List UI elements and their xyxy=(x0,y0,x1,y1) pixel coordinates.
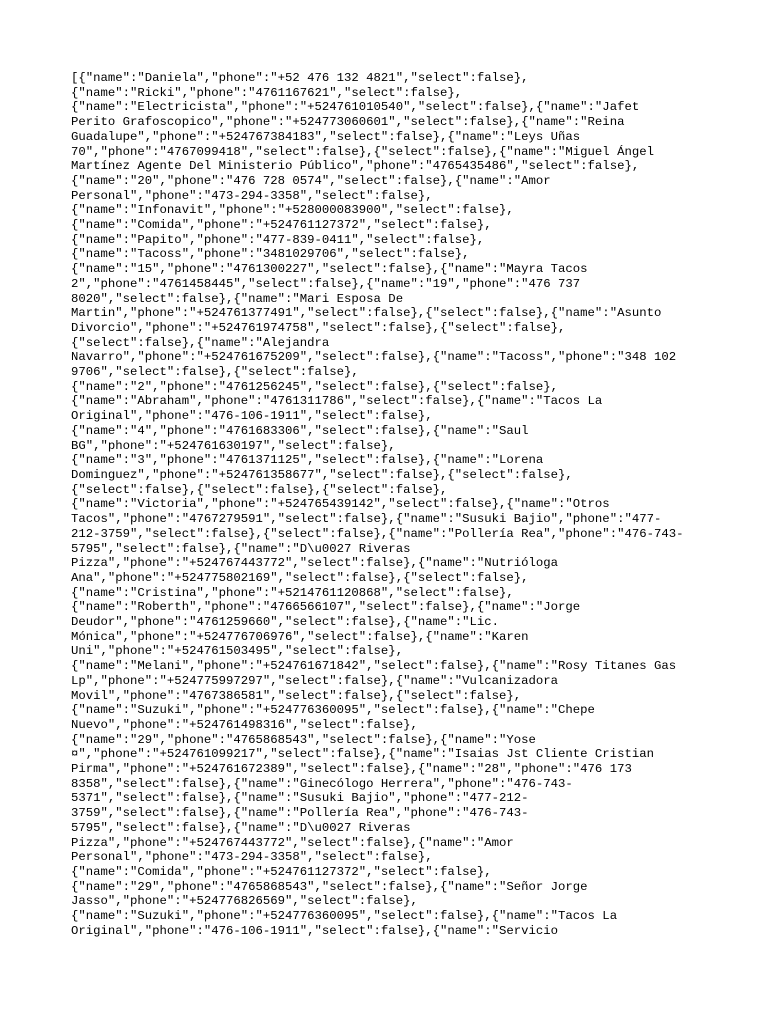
text-line: {"name":"Suzuki","phone":"+524776360095","select":false},{"name":"Chepe xyxy=(71,703,595,718)
text-line: Movil","phone":"4767386581","select":false},{"select":false}, xyxy=(71,688,522,703)
text-line: Original","phone":"476-106-1911","select":false},{"name":"Servicio xyxy=(71,923,559,938)
text-line: 5371","select":false},{"name":"Susuki Bajio","phone":"477-212- xyxy=(71,791,529,806)
text-line: Divorcio","phone":"+524761974758","select":false},{"select":false}, xyxy=(71,320,566,335)
text-line: Lp","phone":"+524775997297","select":false},{"name":"Vulcanizadora xyxy=(71,673,559,688)
text-line: {"select":false},{"select":false},{"select":false}, xyxy=(71,482,448,497)
text-line: 5795","select":false},{"name":"D\u0027 Riveras xyxy=(71,541,411,556)
text-line: Uni","phone":"+524761503495","select":false}, xyxy=(71,644,404,659)
text-line: Martínez Agente Del Ministerio Público","phone":"4765435486","select":false}, xyxy=(71,159,640,174)
text-line: {"name":"Roberth","phone":"4766566107","select":false},{"name":"Jorge xyxy=(71,600,581,615)
text-line: Original","phone":"476-106-1911","select":false}, xyxy=(71,409,433,424)
text-line: {"name":"Cristina","phone":"+5214761120868","select":false}, xyxy=(71,585,514,600)
text-line: 2","phone":"4761458445","select":false},{"name":"19","phone":"476 737 xyxy=(71,276,581,291)
text-line: {"name":"29","phone":"4765868543","select":false},{"name":"Señor Jorge xyxy=(71,879,588,894)
text-line: Pirma","phone":"+524761672389","select":false},{"name":"28","phone":"476 173 xyxy=(71,762,632,777)
text-line: Personal","phone":"473-294-3358","select":false}, xyxy=(71,188,433,203)
text-line: {"name":"2","phone":"4761256245","select":false},{"select":false}, xyxy=(71,379,559,394)
text-line: {"name":"Abraham","phone":"4761311786","select":false},{"name":"Tacos La xyxy=(71,394,603,409)
text-line: {"name":"Victoria","phone":"+524765439142","select":false},{"name":"Otros xyxy=(71,497,610,512)
text-line: 5795","select":false},{"name":"D\u0027 Riveras xyxy=(71,820,411,835)
text-line: {"name":"15","phone":"4761300227","select":false},{"name":"Mayra Tacos xyxy=(71,262,588,277)
text-line: 3759","select":false},{"name":"Pollería Rea","phone":"476-743- xyxy=(71,806,529,821)
text-line: {"select":false},{"name":"Alejandra xyxy=(71,335,330,350)
text-line: Perito Grafoscopico","phone":"+524773060601","select":false},{"name":"Reina xyxy=(71,115,625,130)
text-line: {"name":"20","phone":"476 728 0574","select":false},{"name":"Amor xyxy=(71,173,551,188)
text-line: Personal","phone":"473-294-3358","select":false}, xyxy=(71,850,433,865)
text-line: Tacos","phone":"4767279591","select":false},{"name":"Susuki Bajio","phone":"477- xyxy=(71,512,662,527)
text-line: {"name":"4","phone":"4761683306","select":false},{"name":"Saul xyxy=(71,423,529,438)
text-line: Guadalupe","phone":"+524767384183","select":false},{"name":"Leys Uñas xyxy=(71,129,581,144)
text-line: 212-3759","select":false},{"select":false},{"name":"Pollería Rea","phone":"476-743- xyxy=(71,526,684,541)
text-line: {"name":"Electricista","phone":"+524761010540","select":false},{"name":"Jafet xyxy=(71,100,640,115)
text-line: 9706","select":false},{"select":false}, xyxy=(71,365,359,380)
text-line: Pizza","phone":"+524767443772","select":false},{"name":"Nutrióloga xyxy=(71,556,559,571)
text-line: {"name":"Papito","phone":"477-839-0411","select":false}, xyxy=(71,232,485,247)
text-line: {"name":"Tacoss","phone":"3481029706","select":false}, xyxy=(71,247,470,262)
text-line: {"name":"Melani","phone":"+524761671842","select":false},{"name":"Rosy Titanes Gas xyxy=(71,659,677,674)
raw-json-text xyxy=(71,71,711,938)
text-line: {"name":"Ricki","phone":"4761167621","select":false}, xyxy=(71,85,463,100)
text-line: ¤","phone":"+524761099217","select":false},{"name":"Isaias Jst Cliente Cristian xyxy=(71,747,654,762)
text-line: {"name":"Comida","phone":"+524761127372","select":false}, xyxy=(71,864,492,879)
text-line: Martin","phone":"+524761377491","select":false},{"select":false},{"name":"Asunto xyxy=(71,306,662,321)
text-line: Deudor","phone":"4761259660","select":false},{"name":"Lic. xyxy=(71,615,500,630)
text-line: Navarro","phone":"+524761675209","select":false},{"name":"Tacoss","phone":"348 102 xyxy=(71,350,677,365)
text-line: {"name":"Suzuki","phone":"+524776360095","select":false},{"name":"Tacos La xyxy=(71,909,618,924)
text-line: {"name":"Infonavit","phone":"+528000083900","select":false}, xyxy=(71,203,514,218)
text-line: Dominguez","phone":"+524761358677","select":false},{"select":false}, xyxy=(71,467,573,482)
text-line: 70","phone":"4767099418","select":false},{"select":false},{"name":"Miguel Ángel xyxy=(71,144,654,159)
text-line: 8020","select":false},{"name":"Mari Esposa De xyxy=(71,291,404,306)
text-line: Nuevo","phone":"+524761498316","select":false}, xyxy=(71,717,418,732)
text-line: {"name":"29","phone":"4765868543","select":false},{"name":"Yose xyxy=(71,732,536,747)
text-line: {"name":"3","phone":"4761371125","select":false},{"name":"Lorena xyxy=(71,453,544,468)
text-line: Mónica","phone":"+524776706976","select":false},{"name":"Karen xyxy=(71,629,529,644)
text-line: Jasso","phone":"+524776826569","select":false}, xyxy=(71,894,418,909)
text-line: {"name":"Comida","phone":"+524761127372","select":false}, xyxy=(71,218,492,233)
text-line: [{"name":"Daniela","phone":"+52 476 132 4821","select":false}, xyxy=(71,71,529,85)
text-line: Pizza","phone":"+524767443772","select":false},{"name":"Amor xyxy=(71,835,514,850)
text-line: Ana","phone":"+524775802169","select":false},{"select":false}, xyxy=(71,570,529,585)
text-line: 8358","select":false},{"name":"Ginecólogo Herrera","phone":"476-743- xyxy=(71,776,573,791)
text-line: BG","phone":"+524761630197","select":false}, xyxy=(71,438,396,453)
